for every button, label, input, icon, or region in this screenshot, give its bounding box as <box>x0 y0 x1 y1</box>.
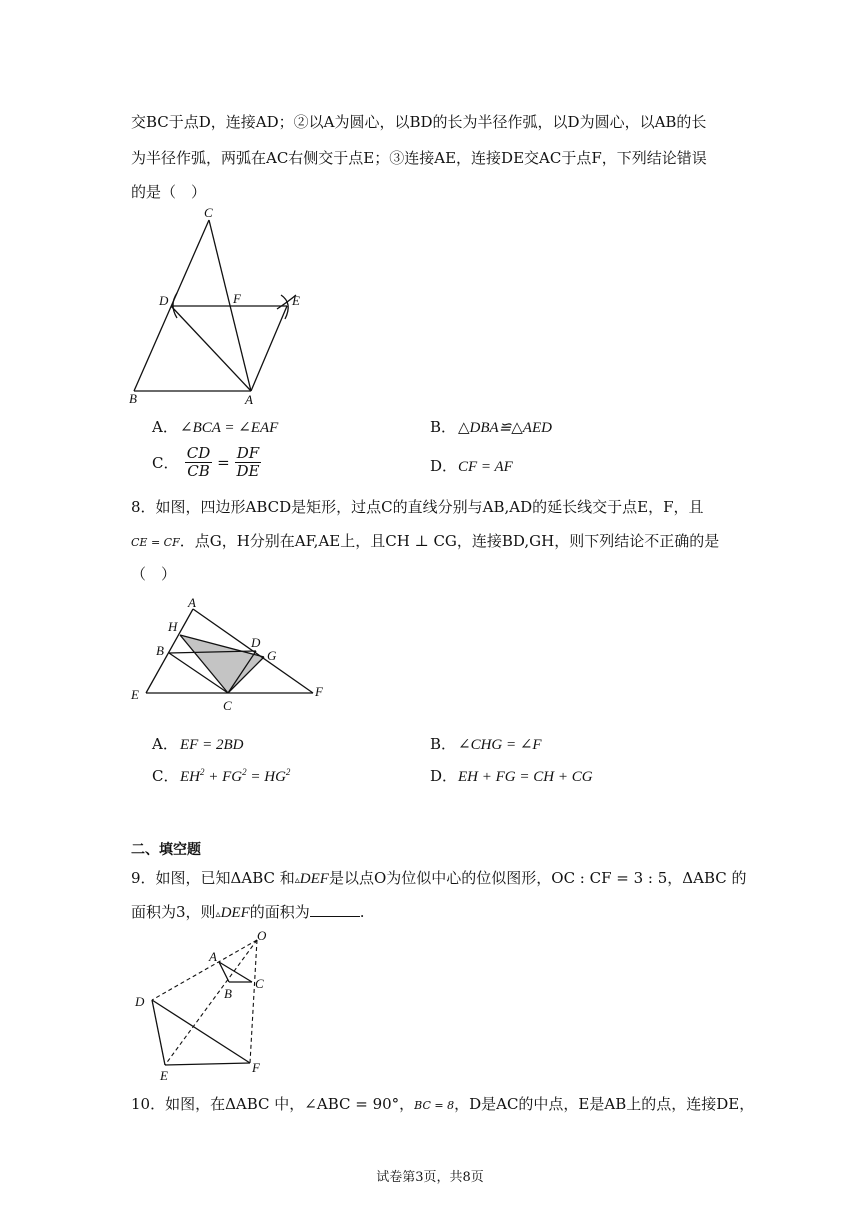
q7-option-a-text: ∠BCA = ∠EAF <box>180 420 279 436</box>
q10-line-1a: 10．如图，在ΔABC 中，∠ABC = 90°， <box>131 1095 415 1113</box>
q9-segment-de <box>152 1000 165 1065</box>
q9-line-2: 面积为3，则▵DEF的面积为 . <box>131 903 365 921</box>
q8-line-2 <box>131 530 719 551</box>
q8-label-h: H <box>168 619 178 634</box>
q8-label-d: D <box>251 635 261 650</box>
q9-line-1c: 是以点O为位似中心的位似图形，OC : CF = 3 : 5，ΔABC 的 <box>328 869 747 887</box>
q8-option-c-label: C． <box>152 767 179 785</box>
q7-option-c-fraction-2 <box>234 445 261 480</box>
q9-line-2d: . <box>359 903 365 921</box>
q9-segment-ef <box>165 1063 250 1065</box>
q9-label-e: E <box>160 1068 168 1083</box>
section-heading-fill-in: 二、填空题 <box>131 842 201 858</box>
q8-option-c-t2: + FG <box>204 769 243 785</box>
q8-option-c <box>152 765 290 786</box>
q8-label-a: A <box>188 595 196 610</box>
q8-label-e: E <box>131 687 139 702</box>
q9-answer-blank <box>310 902 360 917</box>
q8-option-c-t1: EH <box>180 769 200 785</box>
q9-figure <box>125 925 275 1085</box>
q7-option-b-text: △DBA≌△AED <box>458 420 552 436</box>
q9-label-f: F <box>252 1060 260 1075</box>
q8-option-a-text: EF = 2BD <box>180 737 244 753</box>
q7-segment-ae <box>251 306 287 391</box>
q8-option-b-text: ∠CHG = ∠F <box>458 737 542 753</box>
q9-line-1a: 9．如图，已知ΔABC 和 <box>131 869 295 887</box>
q8-line-2-rest: ．点G，H分别在AF,AE上，且CH ⊥ CG，连接BD,GH，则下列结论不正确的是 <box>179 532 720 550</box>
q9-line-2c: 的面积为 <box>249 903 310 921</box>
q8-option-a-label: A． <box>152 735 178 753</box>
q7-option-c-num-2: DF <box>236 444 260 462</box>
q7-option-a <box>152 416 278 437</box>
q7-line-3: 的是（ ） <box>131 183 207 201</box>
q8-label-c: C <box>223 698 232 713</box>
q9-dash-of <box>250 940 257 1063</box>
q7-option-c-fraction-1 <box>185 445 213 480</box>
q7-option-d <box>430 455 513 476</box>
q8-option-c-s3: 2 <box>285 767 291 777</box>
q8-option-c-t3: = HG <box>246 769 286 785</box>
q9-line-2b: DEF <box>220 905 250 921</box>
q7-figure <box>125 205 345 405</box>
q7-label-b: B <box>129 391 137 405</box>
q8-option-d-text: EH + FG = CH + CG <box>458 769 593 785</box>
q9-line-2a: 面积为3，则 <box>131 903 216 921</box>
q7-option-b-label: B． <box>430 418 457 436</box>
q8-line-3: （ ） <box>131 565 177 583</box>
q7-line-2: 为半径作弧，两弧在AC右侧交于点E；③连接AE，连接DE交AC于点F，下列结论错误 <box>131 149 707 167</box>
q10-line-1c: ，D是AC的中点，E是AB上的点，连接DE， <box>454 1095 755 1113</box>
q7-option-c <box>152 445 261 480</box>
q8-option-d <box>430 765 593 786</box>
q7-option-d-label: D． <box>430 457 458 475</box>
q8-option-a <box>152 733 243 754</box>
q9-label-c: C <box>255 976 264 991</box>
q7-label-f: F <box>233 291 241 306</box>
q7-option-c-den-1: CB <box>187 462 210 480</box>
q7-label-e: E <box>292 293 300 308</box>
q8-label-g: G <box>267 648 277 663</box>
q7-label-a: A <box>245 392 253 405</box>
q8-line-1: 8．如图，四边形ABCD是矩形，过点C的直线分别与AB,AD的延长线交于点E，F，且 <box>131 498 704 516</box>
q8-option-c-s2: 2 <box>242 767 247 777</box>
q9-segment-df <box>152 1000 250 1063</box>
q9-label-b: B <box>224 986 232 1001</box>
q9-dash-od <box>152 940 257 1000</box>
q8-option-d-label: D． <box>430 767 458 785</box>
q9-line-1: 9．如图，已知ΔABC 和▵DEF是以点O为位似中心的位似图形，OC : CF = 3 : 5，ΔABC 的 <box>131 869 747 887</box>
q8-ce-cf: CE = CF <box>131 536 180 549</box>
q7-option-c-label: C． <box>152 454 179 472</box>
q8-figure <box>128 593 338 718</box>
q7-option-a-label: A． <box>152 418 178 436</box>
q7-option-c-equals: = <box>217 453 230 472</box>
q8-label-f: F <box>315 684 323 699</box>
q9-label-d: D <box>135 994 145 1009</box>
q8-option-b-label: B． <box>430 735 457 753</box>
q7-option-c-den-2: DE <box>236 462 260 480</box>
q9-label-a: A <box>209 949 217 964</box>
q7-label-c: C <box>204 205 213 220</box>
q7-line-1: 交BC于点D，连接AD；②以A为圆心，以BD的长为半径作弧，以D为圆心，以AB的长 <box>131 113 707 131</box>
q8-option-b <box>430 733 542 754</box>
q10-line-1 <box>131 1093 754 1114</box>
q8-label-b: B <box>156 643 164 658</box>
q7-segment-ad <box>171 306 251 391</box>
q7-option-b <box>430 416 552 437</box>
q7-option-c-num-1: CD <box>186 444 211 462</box>
q10-line-1b: BC = 8 <box>414 1099 455 1112</box>
q9-line-1b: DEF <box>299 871 329 887</box>
q9-label-o: O <box>257 928 267 943</box>
q7-label-d: D <box>159 293 169 308</box>
q8-option-c-s1: 2 <box>200 767 205 777</box>
q7-option-d-text: CF = AF <box>458 459 513 475</box>
page-footer: 试卷第3页，共8页 <box>376 1170 484 1185</box>
